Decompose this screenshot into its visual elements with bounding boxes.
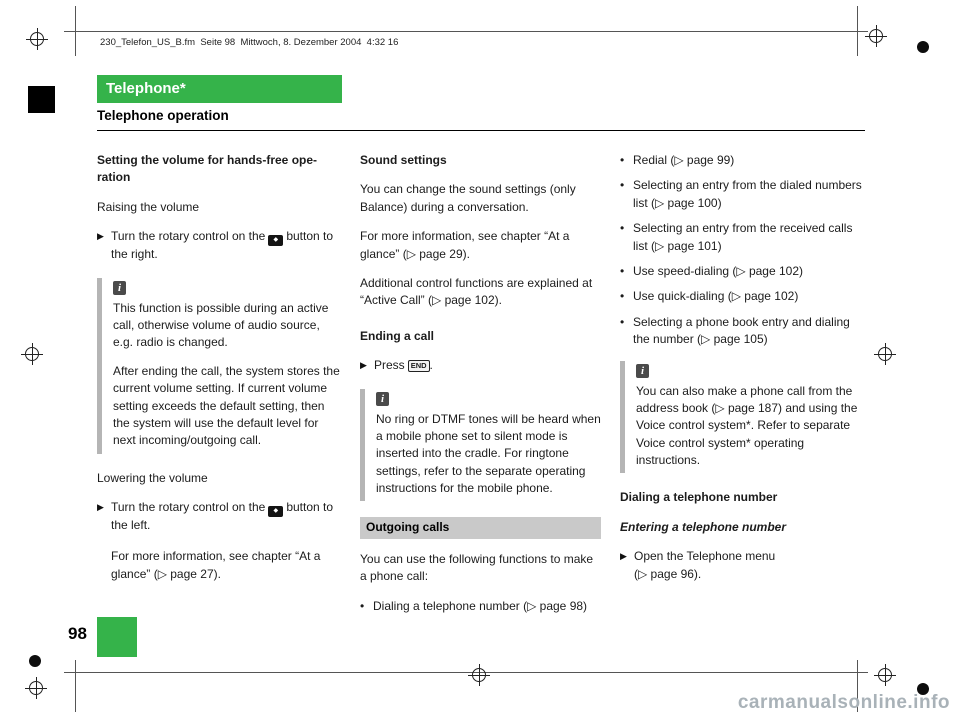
- step-text-pre: Turn the rotary control on the: [111, 229, 266, 244]
- page-number-accent-box: [97, 617, 137, 657]
- info-text: After ending the call, the system stores the current volume setting. If current volume setting exceeds the default setting, then the system will use the default level for next incoming/outgoing call.: [113, 363, 340, 448]
- heading-dialing-number: Dialing a telephone number: [620, 490, 778, 505]
- step-arrow-icon: ▶: [97, 231, 104, 242]
- paragraph: You can change the sound settings (only Balance) during a conversation.: [360, 182, 576, 214]
- chapter-title: Telephone*: [106, 80, 186, 97]
- step-text: [374, 357, 601, 374]
- watermark: carmanualsonline.info: [737, 692, 950, 713]
- list-item: [620, 220, 866, 255]
- step-turn-right: [97, 228, 341, 263]
- more-info-note: [97, 548, 341, 583]
- column-3: [620, 152, 866, 597]
- section-rule: [97, 130, 865, 131]
- bullet-icon: •: [620, 178, 625, 193]
- list-item: [620, 152, 866, 169]
- info-box-address-book: [620, 361, 866, 474]
- crop-mark: [75, 660, 76, 712]
- list-item-text: Selecting an entry from the received calls list (▷ page 101): [633, 221, 853, 253]
- step-arrow-icon: ▶: [97, 502, 104, 513]
- step-text-pre: Turn the rotary control on the: [111, 500, 266, 515]
- info-text: This function is possible during an active call, otherwise volume of audio source, e.g. radio is changed.: [113, 300, 329, 350]
- column-1: [97, 152, 341, 597]
- page-number: 98: [68, 624, 87, 643]
- list-item-text: Use quick-dialing (▷ page 102): [633, 289, 799, 304]
- step-turn-left: [97, 499, 341, 534]
- step-text-pre: Press: [374, 358, 405, 373]
- bullet-icon: •: [620, 314, 625, 329]
- info-glyph: i: [640, 364, 645, 377]
- section-title: Telephone operation: [97, 108, 229, 123]
- print-mark-square: [28, 86, 55, 113]
- info-box-ringtones: [360, 389, 601, 502]
- paragraph: You can use the following functions to make a phone call:: [360, 551, 594, 584]
- more-info-text: For more information, see chapter “At a glance” (▷ page 27).: [111, 549, 321, 581]
- info-icon: [113, 281, 126, 295]
- info-box-volume: [97, 278, 341, 454]
- rotary-glyph: ◆: [273, 508, 279, 515]
- list-item: [620, 177, 866, 212]
- step-text-post: button to the right.: [111, 229, 334, 262]
- registration-mark-icon: [25, 347, 39, 361]
- list-item-text: Redial (▷ page 99): [633, 153, 735, 167]
- label-lowering-volume: Lowering the volume: [97, 470, 208, 485]
- registration-mark-icon: [30, 32, 44, 46]
- step-text-line1: Open the Telephone menu: [634, 549, 776, 564]
- registration-mark-icon: [878, 668, 892, 682]
- column-2: [360, 152, 601, 623]
- rotary-glyph: ◆: [273, 237, 279, 244]
- info-icon: [376, 392, 389, 406]
- list-item: [620, 263, 866, 280]
- subheading-outgoing-calls: Outgoing calls: [360, 517, 601, 538]
- label-raising-volume: Raising the volume: [97, 199, 200, 214]
- step-text: [111, 228, 341, 263]
- heading-sound-settings: Sound settings: [360, 153, 447, 167]
- rotary-control-button-icon: [268, 235, 283, 246]
- end-key-icon: [408, 360, 430, 372]
- registration-mark-icon: [472, 668, 486, 682]
- bullet-icon: •: [360, 598, 365, 613]
- step-text-line2: (▷ page 96).: [634, 566, 702, 581]
- heading-volume-handsfree: Setting the volume for hands-free ope-ration: [97, 153, 318, 185]
- bullet-icon: •: [620, 263, 625, 278]
- step-text: [634, 548, 866, 583]
- info-icon: [636, 364, 649, 378]
- list-item-text: Selecting a phone book entry and dialing the number (▷ page 105): [633, 314, 850, 347]
- heading-entering-number: Entering a telephone number: [620, 519, 787, 534]
- rotary-control-button-icon: [268, 506, 283, 517]
- paragraph: Additional control functions are explained at “Active Call” (▷ page 102).: [360, 275, 593, 308]
- registration-dot-icon: [917, 41, 929, 53]
- list-item-text: Selecting an entry from the dialed numbers list (▷ page 100): [633, 178, 862, 210]
- print-header: 230_Telefon_US_B.fm Seite 98 Mittwoch, 8. Dezember 2004 4:32 16: [100, 37, 399, 48]
- step-arrow-icon: ▶: [360, 360, 367, 371]
- heading-ending-call: Ending a call: [360, 328, 435, 343]
- registration-mark-icon: [29, 681, 43, 695]
- end-key-label: END: [410, 361, 427, 371]
- bullet-icon: •: [620, 153, 625, 167]
- registration-mark-icon: [869, 29, 883, 43]
- registration-mark-icon: [878, 347, 892, 361]
- info-glyph: i: [117, 281, 122, 294]
- list-item: [360, 598, 601, 615]
- step-text-post: .: [429, 358, 433, 373]
- info-text: You can also make a phone call from the address book (▷ page 187) and using the Voice control system*. Refer to separate Voice control system* operating instructions.: [636, 383, 858, 468]
- step-open-telephone-menu: [620, 548, 866, 583]
- info-glyph: i: [380, 392, 385, 405]
- crop-line-top: [64, 31, 868, 32]
- list-item-text: Use speed-dialing (▷ page 102): [633, 263, 803, 278]
- bullet-icon: •: [620, 289, 625, 304]
- paragraph: For more information, see chapter “At a glance” (▷ page 29).: [360, 229, 570, 261]
- bullet-icon: •: [620, 221, 625, 236]
- step-arrow-icon: ▶: [620, 551, 627, 562]
- step-text: [111, 499, 341, 534]
- step-press-end: [360, 357, 601, 374]
- list-item: [620, 314, 866, 349]
- spacer: [97, 548, 111, 583]
- registration-dot-icon: [29, 655, 41, 667]
- list-item-text: Dialing a telephone number (▷ page 98): [373, 598, 588, 613]
- step-text-post: button to the left.: [111, 500, 334, 533]
- crop-line-bottom: [64, 672, 868, 673]
- info-text: No ring or DTMF tones will be heard when a mobile phone set to silent mode is inserted into the cradle. For ringtone settings, refer to the separate operating instructions for the mobile phone.: [376, 411, 601, 496]
- list-item: [620, 288, 866, 305]
- chapter-bar: [97, 75, 342, 103]
